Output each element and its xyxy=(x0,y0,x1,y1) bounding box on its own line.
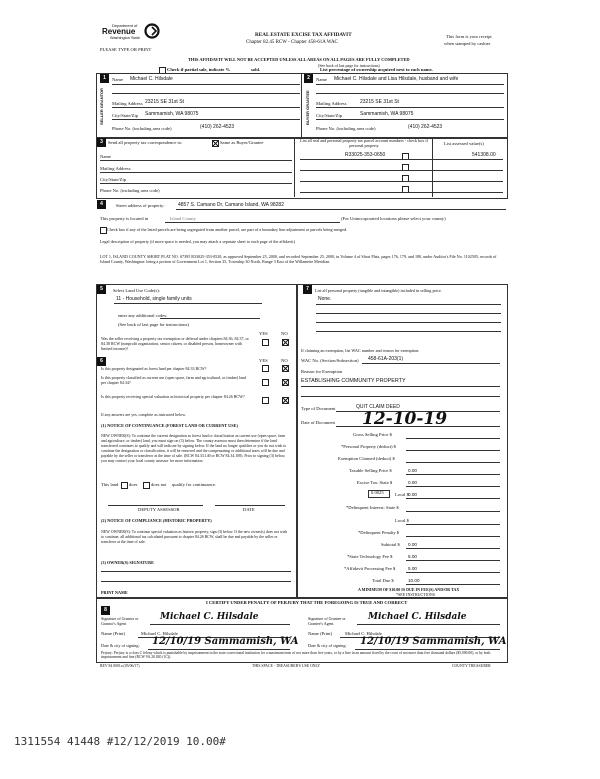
correspondence-label: Send all property tax correspondence to: xyxy=(108,140,183,145)
section-4-number: 4 xyxy=(97,200,106,209)
no-header-1: NO xyxy=(281,331,288,336)
reason-label: Reason for Exemption xyxy=(301,369,343,374)
deputy-assessor-label: DEPUTY ASSESSOR xyxy=(138,507,180,512)
if-yes-note: If any answers are yes, complete as instructed below. xyxy=(101,412,186,417)
buyer-city: Sammamish, WA 98075 xyxy=(360,111,414,117)
taxable-selling-price: 0.00 xyxy=(408,468,417,473)
perjury-statement: Perjury: Perjury is a class C felony which is punishable by imprisonment in the state correctional institution for a maximum term of not more than five years, or by a fine in an amount fixed by the court of not more than five thousand dollars ($5,000.00), or by both imprisonment and fine (RCW 9A.20.020 (1C)). xyxy=(101,651,491,660)
total-due: 10.00 xyxy=(408,578,420,583)
county: Island County xyxy=(170,216,196,221)
parcel-number-1: R33025-353-0650 xyxy=(345,152,386,158)
land-use-code: 11 - Household, single family units xyxy=(116,296,192,302)
delinquent-penalty-label: *Delinquent Penalty $ xyxy=(358,530,400,535)
exemption-question: Was the seller receiving a property tax exemption or deferral under chapters 84.36, 84.37, or 84.38 RCW (nonprofit organization, senior citizen, or disabled person, homeowner with limited income)? xyxy=(101,336,249,351)
logo-line3: Washington State xyxy=(110,36,140,40)
rev-number: REV 84 0001a (05/06/17) xyxy=(100,664,140,668)
local-tax: 0.00 xyxy=(408,492,417,497)
street-address: 4857 S. Camano Dr, Camano Island, WA 98282 xyxy=(178,202,284,208)
exemption-claimed-label: Exemption Claimed (deduct) $ xyxy=(338,456,395,461)
processing-fee: 5.00 xyxy=(408,566,417,571)
buyer-name: Michael C. Hilsdale and Lisa Hilsdale, husband and wife xyxy=(334,76,459,82)
continuance-title: (1) NOTICE OF CONTINUANCE (FOREST LAND OR CURRENT USE) xyxy=(101,423,238,428)
grantor-signature: Michael C. Hilsdale xyxy=(160,612,259,622)
seller-city-label: City/State/Zip xyxy=(112,113,139,118)
seller-phone: (410) 262-4523 xyxy=(200,124,235,130)
seller-name: Michael C. Hilsdale xyxy=(130,76,173,82)
personal-property-deduct-label: *Personal Property (deduct) $ xyxy=(341,444,396,449)
does-not-checkbox[interactable] xyxy=(143,482,150,489)
current-use-question: Is this property classified as current use (open space, farm and agricultural, or timber) land per chapter 84.34? xyxy=(101,375,247,385)
doc-date-label: Date of Document xyxy=(301,420,335,425)
section-1-number: 1 xyxy=(100,74,109,83)
doc-type-label: Type of Document xyxy=(301,406,336,411)
form-subtitle: Chapter 82.45 RCW - Chapter 458-61A WAC xyxy=(246,40,338,45)
historic-question: Is this property receiving special valuation as historical property per chapter 84.26 RCW? xyxy=(101,394,245,399)
same-as-buyer-checkbox[interactable] xyxy=(212,140,219,147)
buyer-city-label: City/State/Zip xyxy=(316,113,343,118)
does-checkbox[interactable] xyxy=(121,482,128,489)
buyer-phone: (410) 262-4523 xyxy=(408,124,443,130)
minimum-due-note: A MINIMUM OF $10.00 IS DUE IN FEE(S) AND/OR TAX xyxy=(358,587,460,592)
compliance-title: (2) NOTICE OF COMPLIANCE (HISTORIC PROPERTY) xyxy=(101,518,212,523)
doc-type: QUIT CLAIM DEED xyxy=(356,404,400,410)
section-3-number: 3 xyxy=(97,138,106,147)
owner-signature-label: (3) OWNER(S) SIGNATURE xyxy=(101,560,154,565)
buyer-name-label: Name xyxy=(316,77,327,82)
logo-line2: Revenue xyxy=(102,27,136,36)
current-use-no-checkbox[interactable] xyxy=(282,379,289,386)
buyer-phone-label: Phone No. (including area code) xyxy=(316,126,376,131)
legal-description: LOT 1, ISLAND COUNTY SHORT PLAT NO. S7395 R33025-353-0520, as approved September 25, 2000, and recorded September 25, 2000, in Volume 4 of Short Plats, pages 176, 179, and 180, under Auditor's File No. 1102505, records of Island County, Washington: being a portion of Government Lot 1, Section 25, Township 30 North, Range 3 East of the Willamette Meridian. xyxy=(100,254,497,265)
see-back-note: (See back of last page for instructions) xyxy=(318,63,380,68)
gross-selling-price-label: Gross Selling Price $ xyxy=(353,432,392,437)
buyer-vertical-label: BUYER GRANTEE xyxy=(305,90,310,125)
grantee-name: Michael C. Hilsdale xyxy=(345,631,382,636)
seller-vertical-label: SELLER GRANTOR xyxy=(99,87,104,125)
segregated-checkbox[interactable] xyxy=(100,227,107,234)
located-in-label: This property is located in xyxy=(100,216,149,221)
segregated-label: Check box if any of the listed parcels are being segregated from another parcel, are part of a boundary line adjustment or parcels being merged. xyxy=(107,227,348,232)
section-6-number: 6 xyxy=(97,357,106,366)
forest-yes-checkbox[interactable] xyxy=(262,365,269,372)
grantor-date-city: 12/10/19 Sammamish, WA xyxy=(152,636,299,647)
form-warning: THIS AFFIDAVIT WILL NOT BE ACCEPTED UNLESS ALL AREAS ON ALL PAGES ARE FULLY COMPLETED xyxy=(188,57,410,62)
print-name-label: PRINT NAME xyxy=(101,590,128,595)
partial-sale-label: Check if partial sale, indicate % xyxy=(167,67,231,72)
recording-stamp: 1311554 41448 #12/12/2019 10.00# xyxy=(14,735,226,748)
current-use-yes-checkbox[interactable] xyxy=(262,379,269,386)
exemption-reason: ESTABLISHING COMMUNITY PROPERTY xyxy=(301,378,406,384)
please-type: PLEASE TYPE OR PRINT xyxy=(100,47,152,52)
local-rate: 0.0025 xyxy=(371,490,384,495)
excise-tax-state-label: Excise Tax: State $ xyxy=(357,480,393,485)
grantor-sig-label: Signature of Grantor or Grantor's Agent xyxy=(101,616,139,626)
subtotal-label: Subtotal $ xyxy=(381,542,400,547)
tech-fee: 5.00 xyxy=(408,554,417,559)
grantor-date-city-label: Date & city of signing: xyxy=(101,643,140,648)
grantee-date-city: 12/10/19 Sammamish, WA xyxy=(360,636,507,647)
no-header-2: NO xyxy=(281,358,288,363)
wac-label: WAC No. (Section/Subsection) xyxy=(301,358,359,363)
additional-codes-label: enter any additional codes: xyxy=(118,313,168,318)
unincorporated-note: (For Unincorporated locations please select your county) xyxy=(341,216,446,221)
forest-question: Is this property designated as forest land per chapter 84.33 RCW? xyxy=(101,366,207,371)
does-not-label: does not xyxy=(151,482,167,487)
treasurer-use: THIS SPACE - TREASURER'S USE ONLY xyxy=(252,664,321,668)
corr-phone-label: Phone No. (including area code) xyxy=(100,188,160,193)
historic-yes-checkbox[interactable] xyxy=(262,397,269,404)
personal-property-value: None. xyxy=(318,296,332,302)
receipt-note-2: when stamped by cashier xyxy=(444,41,491,46)
see-instructions: *SEE INSTRUCTIONS xyxy=(396,592,436,597)
land-use-label: Select Land Use Code(s): xyxy=(113,288,161,293)
grantee-signature: Michael C. Hilsdale xyxy=(368,612,467,622)
wac-number: 458-61A-203(1) xyxy=(368,356,404,362)
personal-property-label: List all personal property (tangible and intangible) included in selling price. xyxy=(315,288,442,293)
section-5-number: 5 xyxy=(97,285,106,294)
claiming-exemption-label: If claiming an exemption, list WAC number and reason for exemption: xyxy=(301,348,420,353)
delinquent-interest-label: *Delinquent Interest: State $ xyxy=(346,505,399,510)
parcels-header: List all real and personal property tax parcel account numbers - check box if personal property xyxy=(300,138,428,148)
deputy-date-label: DATE xyxy=(243,507,255,512)
certify-statement: I CERTIFY UNDER PENALTY OF PERJURY THAT THE FOREGOING IS TRUE AND CORRECT xyxy=(206,600,408,605)
grantee-date-city-label: Date & city of signing: xyxy=(308,643,347,648)
yes-header-2: YES xyxy=(259,358,268,363)
assessed-value-1: 541308.00 xyxy=(472,152,496,158)
form-title: REAL ESTATE EXCISE TAX AFFIDAVIT xyxy=(255,32,352,38)
buyer-mailing: 23215 SE 31st St xyxy=(360,99,399,105)
exempt-no-checkbox[interactable] xyxy=(282,339,289,346)
seller-phone-label: Phone No. (including area code) xyxy=(112,126,172,131)
sold-label: sold. xyxy=(251,67,261,72)
corr-city-label: City/State/Zip xyxy=(100,177,127,182)
taxable-selling-price-label: Taxable Selling Price $ xyxy=(349,468,392,473)
processing-fee-label: *Affidavit Processing Fee $ xyxy=(344,566,396,571)
buyer-mailing-label: Mailing Address xyxy=(316,101,347,106)
grantor-name-label: Name (Print) xyxy=(101,631,126,636)
compliance-text: NEW OWNER(S): To continue special valuation as historic property, sign (3) below. If the new owner(s) does not wish to continue, all additional tax calculated pursuant to chapter 84.26 RCW, shall be due and payable by the seller or transferor at the time of sale. xyxy=(101,530,288,544)
historic-no-checkbox[interactable] xyxy=(282,397,289,404)
exempt-yes-checkbox[interactable] xyxy=(262,339,269,346)
grantee-name-label: Name (Print) xyxy=(308,631,333,636)
forest-no-checkbox[interactable] xyxy=(282,365,289,372)
yes-header-1: YES xyxy=(259,331,268,336)
same-as-buyer-label: Same as Buyer/Grantee xyxy=(220,140,264,145)
seller-name-label: Name xyxy=(112,77,123,82)
land-use-see-back: (See back of last page for instructions) xyxy=(118,322,189,327)
assessed-value-header: List assessed value(s) xyxy=(444,141,484,146)
grantor-name: Michael C. Hilsdale xyxy=(141,631,178,636)
corr-mailing-label: Mailing Address xyxy=(100,166,131,171)
tech-fee-label: *State Technology Fee $ xyxy=(347,554,393,559)
does-label: does xyxy=(129,482,138,487)
local-tax-label: Local $ xyxy=(395,492,409,497)
section-2-number: 2 xyxy=(304,74,313,83)
revenue-logo-icon xyxy=(144,23,160,39)
subtotal: 0.00 xyxy=(408,542,417,547)
qualify-label: qualify for continuance. xyxy=(172,482,217,487)
excise-tax-state: 0.00 xyxy=(408,480,417,485)
section-7-number: 7 xyxy=(303,285,312,294)
county-treasurer: COUNTY TREASURER xyxy=(452,664,491,668)
receipt-note: This form is your receipt xyxy=(446,34,492,39)
seller-mailing-label: Mailing Address xyxy=(112,101,143,106)
list-percentage-note: List percentage of ownership acquired next to each name. xyxy=(320,67,433,72)
street-address-label: Street address of property: xyxy=(116,203,165,208)
local-interest-label: Local $ xyxy=(395,518,409,523)
this-land-label: This land xyxy=(101,482,119,487)
seller-city: Sammamish, WA 98075 xyxy=(145,111,199,117)
revenue-logo xyxy=(100,23,160,49)
doc-date-handwritten: 12-10-19 xyxy=(362,409,448,429)
section-8-number: 8 xyxy=(101,606,110,615)
logo-line1: Department of xyxy=(112,23,138,28)
seller-mailing: 23215 SE 31st St xyxy=(145,99,184,105)
legal-description-label: Legal description of property (if more space is needed, you may attach a separate sheet to each page of the affidavit) xyxy=(100,239,295,244)
corr-name-label: Name xyxy=(100,154,111,159)
continuance-text: NEW OWNER(S): To continue the current designation as forest land or classification as current use (open space, farm and agriculture, or timber) land, you must sign on (3) below. The county assessor must then determine if the land transferred continues to qualify and will indicate by signing below. If the land no longer qualifies or you do not wish to continue the designation or classification, it will be removed and the compensating or additional taxes will be due and payable by the seller or transferor at the time of sale. (RCW 84.33.140 or RCW 84.34.108). Prior to signing (3) below, you may contact your local county assessor for more information. xyxy=(101,434,287,463)
total-due-label: Total Due $ xyxy=(372,578,394,583)
grantee-sig-label: Signature of Grantee or Grantee's Agent xyxy=(308,616,346,626)
